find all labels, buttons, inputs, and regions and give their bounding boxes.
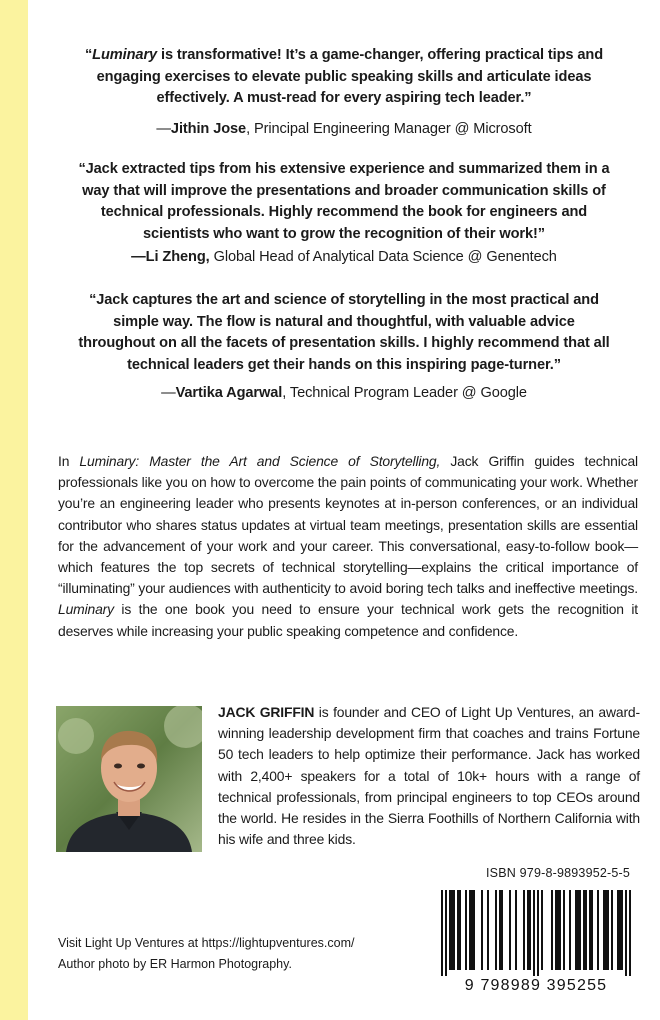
barcode-bar bbox=[537, 890, 539, 976]
barcode-bar bbox=[551, 890, 553, 970]
barcode-bar bbox=[473, 890, 475, 970]
barcode-bar bbox=[449, 890, 451, 970]
barcode-bar bbox=[577, 890, 579, 970]
barcode-bar bbox=[509, 890, 511, 970]
barcode-bar bbox=[487, 890, 489, 970]
barcode-bar bbox=[541, 890, 543, 970]
barcode-bar bbox=[597, 890, 599, 970]
barcode-bar bbox=[529, 890, 531, 970]
author-portrait-icon bbox=[56, 706, 202, 852]
barcode-digits: 9 798989 395255 bbox=[464, 977, 608, 994]
barcode-bar bbox=[557, 890, 559, 970]
barcode-bar bbox=[495, 890, 497, 970]
testimonial-1-attribution: —Jithin Jose, Principal Engineering Manager @ Microsoft bbox=[156, 120, 532, 137]
barcode-bar bbox=[585, 890, 587, 970]
testimonial-2 bbox=[78, 159, 610, 269]
barcode-bar bbox=[457, 890, 459, 970]
barcode-bar bbox=[523, 890, 525, 970]
barcode-bar bbox=[515, 890, 517, 970]
barcode-bar bbox=[445, 890, 447, 976]
testimonial-2-name: Li Zheng, bbox=[145, 249, 210, 265]
testimonial-3-attribution: —Vartika Agarwal, Technical Program Leader @ Google bbox=[161, 385, 527, 401]
barcode-bar bbox=[465, 890, 467, 970]
back-cover bbox=[28, 0, 660, 1020]
testimonial-1 bbox=[78, 45, 610, 140]
isbn-barcode bbox=[436, 888, 636, 994]
barcode-bar bbox=[629, 890, 631, 976]
testimonial-1-name: Jithin Jose bbox=[170, 120, 247, 137]
barcode-bar bbox=[575, 890, 577, 970]
barcode-bar bbox=[481, 890, 483, 970]
testimonial-3 bbox=[78, 290, 610, 405]
barcode-bar bbox=[589, 890, 591, 970]
isbn-label: ISBN 979-8-9893952-5-5 bbox=[486, 866, 631, 880]
book-title-italic: Luminary: Master the Art and Science of Storytelling, bbox=[79, 453, 441, 469]
author-bio: JACK GRIFFIN is founder and CEO of Light Up Ventures, an award-winning leadership development firm that coaches and trains Fortune 50 tech leaders to help optimize their performance. Jack has worked with 2,400+ speakers for a total of 10k+ hours with a range of technical professionals, from principal engineers to top CEOs around the world. He resides in the Sierra Foothills of Northern California with his wife and three kids. bbox=[218, 704, 640, 848]
barcode-bar bbox=[469, 890, 471, 970]
barcode-bar bbox=[625, 890, 627, 976]
spine-strip bbox=[0, 0, 28, 1020]
barcode-bar bbox=[471, 890, 473, 970]
barcode-bar bbox=[607, 890, 609, 970]
testimonial-2-attribution: —Li Zheng, Global Head of Analytical Data Science @ Genentech bbox=[131, 249, 557, 265]
testimonial-3-name: Vartika Agarwal bbox=[175, 385, 283, 401]
barcode-bar bbox=[621, 890, 623, 970]
testimonial-3-text: “Jack captures the art and science of storytelling in the most practical and simple way. The flow is natural and thoughtful, with valuable advice throughout on all the facets of presentation skills. I highly recommend that all technical leaders get their hands on this inspiring page-turner.” bbox=[78, 292, 610, 373]
barcode-bar bbox=[579, 890, 581, 970]
credits bbox=[58, 933, 354, 975]
barcode-bar bbox=[591, 890, 593, 970]
testimonial-2-role: Global Head of Analytical Data Science @ Genentech bbox=[209, 249, 557, 265]
photo-credit: Author photo by ER Harmon Photography. bbox=[58, 957, 292, 971]
barcode-bar bbox=[563, 890, 565, 970]
barcode-bar bbox=[453, 890, 455, 970]
barcode-bar bbox=[533, 890, 535, 976]
barcode-bar bbox=[501, 890, 503, 970]
website-credit: Visit Light Up Ventures at https://lightupventures.com/ bbox=[58, 936, 355, 950]
barcode-bar bbox=[617, 890, 619, 970]
testimonial-1-role: , Principal Engineering Manager @ Microsoft bbox=[246, 120, 532, 137]
testimonial-1-text: is transformative! It’s a game-changer, offering practical tips and engaging exercises to elevate public speaking skills and articulate ideas effectively. A must-read for every aspiring tech leader.” bbox=[96, 47, 604, 106]
barcode-bar bbox=[441, 890, 443, 976]
author-photo bbox=[56, 706, 202, 852]
testimonial-3-role: , Technical Program Leader @ Google bbox=[282, 385, 527, 401]
barcode-bar bbox=[611, 890, 613, 970]
testimonial-1-title: Luminary bbox=[92, 47, 158, 63]
barcode-bar bbox=[451, 890, 453, 970]
barcode-bar bbox=[583, 890, 585, 970]
barcode-bar bbox=[459, 890, 461, 970]
testimonial-1-open: “ bbox=[84, 47, 93, 63]
barcode-bar bbox=[499, 890, 501, 970]
barcode-bar bbox=[569, 890, 571, 970]
barcode-bar bbox=[559, 890, 561, 970]
barcode-bar bbox=[527, 890, 529, 970]
barcode-bar bbox=[603, 890, 605, 970]
barcode-bar bbox=[555, 890, 557, 970]
barcode-bar bbox=[605, 890, 607, 970]
testimonial-2-text: “Jack extracted tips from his extensive experience and summarized them in a way that will improve the presentations and broader communication skills of technical professionals. Highly recommend the book for engineers and scientists who want to grow the recognition of their work!” bbox=[78, 161, 610, 242]
author-name: JACK GRIFFIN bbox=[218, 704, 315, 720]
book-description: In Luminary: Master the Art and Science of Storytelling, Jack Griffin guides technical professionals like you on how to overcome the pain points of communicating your work. Whether you’re an engineering leader who presents keynotes at in-person conferences, or an individual contributor who shares status updates at virtual team meetings, presentation skills are essential for the advancement of your work and your career. This conversational, easy-to-follow book—which features the top secrets of technical storytelling—explains the critical importance of “illuminating” your audiences with authenticity to avoid boring tech talks and ineffective meetings. Luminary is the one book you need to ensure your technical work gets the recognition it deserves while increasing your public speaking competence and confidence. bbox=[58, 453, 638, 639]
book-title-italic-2: Luminary bbox=[58, 601, 114, 618]
barcode-bar bbox=[619, 890, 621, 970]
